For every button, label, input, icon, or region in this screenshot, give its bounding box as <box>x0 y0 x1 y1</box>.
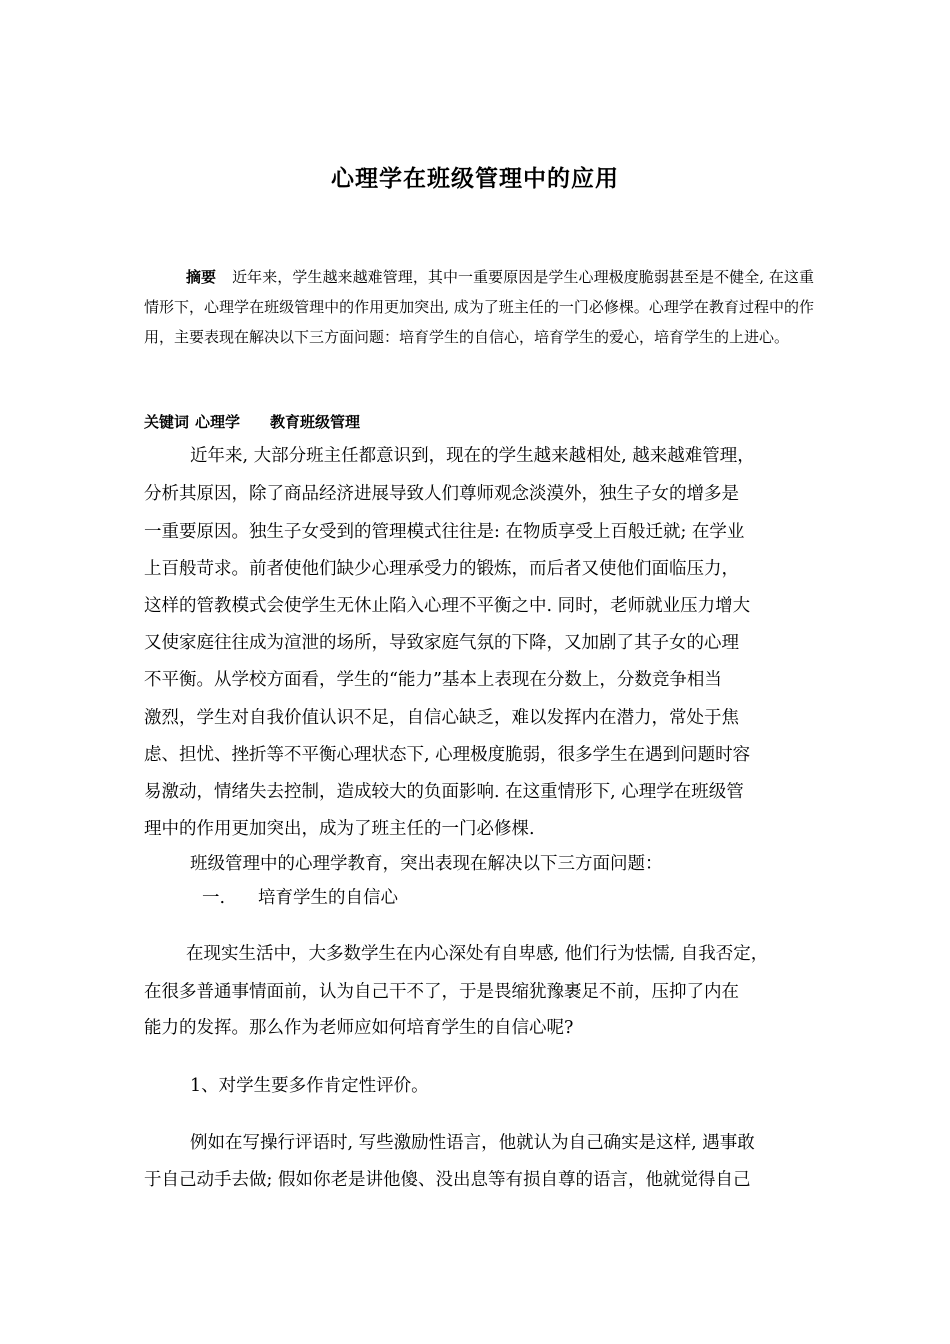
body-line: 近年来, 大部分班主任都意识到，现在的学生越来越相处, 越来越难管理， <box>190 446 755 466</box>
body-line: 虑、担忧、挫折等不平衡心理状态下, 心理极度脆弱，很多学生在遇到问题时容 <box>144 745 751 765</box>
body-line: 又使家庭往往成为渲泄的场所，导致家庭气氛的下降，又加剧了其子女的心理 <box>144 633 739 653</box>
section-heading <box>144 886 872 910</box>
section-heading-text: 培育学生的自信心 <box>258 888 398 908</box>
keyword-item: 心理学 <box>195 413 241 431</box>
subheading: 1、对学生要多作肯定性评价。 <box>190 1076 429 1096</box>
body-line: 分析其原因，除了商品经济进展导致人们尊师观念淡漠外，独生子女的增多是 <box>144 484 739 504</box>
body-line: 在现实生活中，大多数学生在内心深处有自卑感, 他们行为怯懦, 自我否定， <box>186 944 769 964</box>
body-line: 易激动，情绪失去控制，造成较大的负面影响. 在这重情形下, 心理学在班级管 <box>144 782 744 802</box>
body-line: 激烈，学生对自我价值认识不足，自信心缺乏，难以发挥内在潜力，常处于焦 <box>144 708 739 728</box>
keyword-item: 教育班级管理 <box>270 413 361 431</box>
abstract-text: 近年来，学生越来越难管理，其中一重要原因是学生心理极度脆弱甚至是不健全, 在这重情形下，心理学在班级管理中的作用更加突出, 成为了班主任的一门必修棵。心理学在教育过程中的作用，主要表现在解决以下三方面问题：培育学生的自信心，培育学生的爱心，培育学生的上进心。 <box>144 268 814 346</box>
section-number: 一. <box>202 888 226 908</box>
body-line: 能力的发挥。那么作为老师应如何培育学生的自信心呢? <box>144 1018 574 1038</box>
body-line: 不平衡。从学校方面看，学生的“能力”基本上表现在分数上，分数竞争相当 <box>144 670 722 690</box>
abstract-label: 摘要 <box>186 268 217 286</box>
body-line: 上百般苛求。前者使他们缺少心理承受力的锻炼，而后者又使他们面临压力， <box>144 559 739 579</box>
abstract-paragraph <box>144 262 814 352</box>
body-line: 理中的作用更加突出，成为了班主任的一门必修棵. <box>144 819 535 839</box>
document-title: 心理学在班级管理中的应用 <box>331 166 619 192</box>
keywords-label: 关键词 <box>144 413 190 431</box>
body-line: 于自己动手去做; 假如你老是讲他傻、没出息等有损自尊的语言，他就觉得自己 <box>144 1170 751 1190</box>
body-line: 班级管理中的心理学教育，突出表现在解决以下三方面问题： <box>190 854 663 874</box>
body-line: 在很多普通事情面前，认为自己干不了，于是畏缩犹豫裹足不前，压抑了内在 <box>144 982 739 1002</box>
body-line: 这样的管教模式会使学生无休止陷入心理不平衡之中. 同时，老师就业压力增大 <box>144 596 751 616</box>
body-line: 一重要原因。独生子女受到的管理模式往往是: 在物质享受上百般迁就; 在学业 <box>144 522 745 542</box>
body-line: 例如在写操行评语时, 写些激励性语言，他就认为自己确实是这样, 遇事敢 <box>190 1133 755 1153</box>
keywords-line <box>144 410 360 434</box>
